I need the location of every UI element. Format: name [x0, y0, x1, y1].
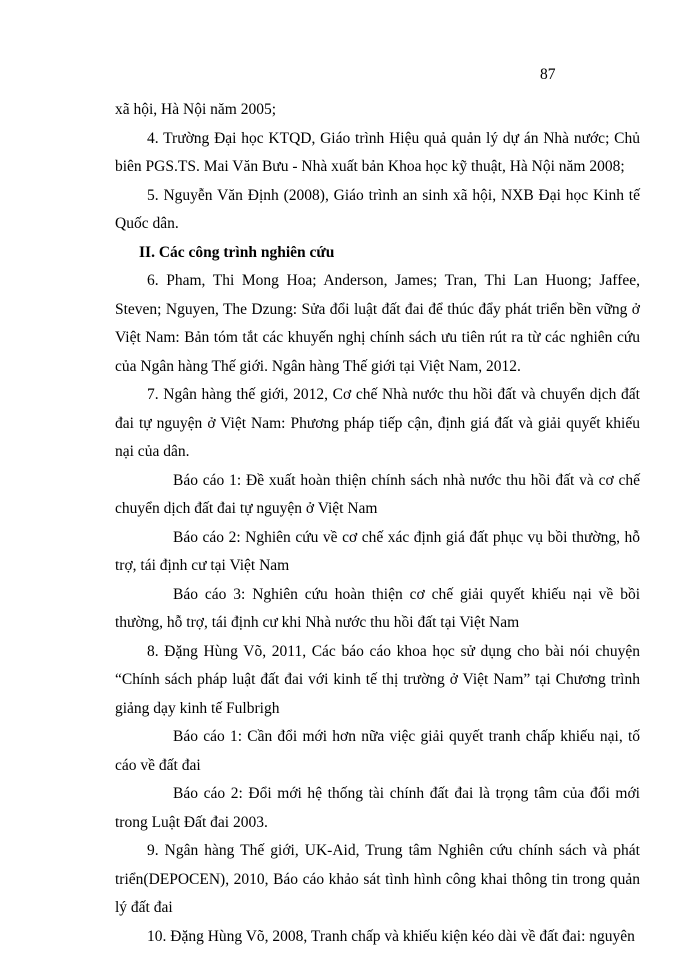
- reference-item-10: 10. Đặng Hùng Võ, 2008, Tranh chấp và khiếu kiện kéo dài về đất đai: nguyên: [147, 927, 635, 945]
- reference-item-6: 6. Pham, Thi Mong Hoa; Anderson, James; Tran, Thi Lan Huong; Jaffee, Steven; Nguyen, The Dzung: Sửa đổi luật đất đai để thúc đẩy phát triển bền vững ở Việt Nam: Bản tóm tắt các khuyến nghị chính sách ưu tiên rút ra từ các nghiên cứu của Ngân hàng Thế giới. Ngân hàng Thế giới tại Việt Nam, 2012.: [115, 272, 640, 375]
- reference-item-5: 5. Nguyễn Văn Định (2008), Giáo trình an sinh xã hội, NXB Đại học Kinh tế Quốc dân.: [115, 186, 640, 232]
- reference-item-8: 8. Đặng Hùng Võ, 2011, Các báo cáo khoa học sử dụng cho bài nói chuyện “Chính sách pháp luật đất đai với kinh tế thị trường ở Việt Nam” tại Chương trình giảng dạy kinh tế Fulbrigh: [115, 642, 640, 717]
- report-item: Báo cáo 1: Cần đổi mới hơn nữa việc giải quyết tranh chấp khiếu nại, tố cáo về đất đai: [115, 728, 640, 774]
- reference-item-9: 9. Ngân hàng Thế giới, UK-Aid, Trung tâm Nghiên cứu chính sách và phát triển(DEPOCEN), 2010, Báo cáo khảo sát tình hình công khai thông tin trong quản lý đất đai: [115, 842, 640, 916]
- page-number: 87: [540, 66, 556, 83]
- reference-continuation: xã hội, Hà Nội năm 2005;: [115, 101, 277, 118]
- report-item: Báo cáo 1: Đề xuất hoàn thiện chính sách nhà nước thu hồi đất và cơ chế chuyển dịch đất đai tự nguyện ở Việt Nam: [115, 471, 640, 517]
- section-heading: II. Các công trình nghiên cứu: [139, 243, 335, 261]
- report-item: Báo cáo 3: Nghiên cứu hoàn thiện cơ chế giải quyết khiếu nại về bồi thường, hỗ trợ, tái định cư khi Nhà nước thu hồi đất tại Việt Nam: [115, 585, 640, 631]
- report-item: Báo cáo 2: Nghiên cứu về cơ chế xác định giá đất phục vụ bồi thường, hỗ trợ, tái định cư tại Việt Nam: [115, 528, 640, 574]
- reference-item-4: 4. Trường Đại học KTQD, Giáo trình Hiệu quả quản lý dự án Nhà nước; Chủ biên PGS.TS. Mai Văn Bưu - Nhà xuất bản Khoa học kỹ thuật, Hà Nội năm 2008;: [115, 129, 640, 175]
- reference-item-7: 7. Ngân hàng thế giới, 2012, Cơ chế Nhà nước thu hồi đất và chuyển dịch đất đai tự nguyện ở Việt Nam: Phương pháp tiếp cận, định giá đất và giải quyết khiếu nại của dân.: [115, 386, 640, 460]
- report-item: Báo cáo 2: Đổi mới hệ thống tài chính đất đai là trọng tâm của đổi mới trong Luật Đất đai 2003.: [115, 785, 640, 831]
- reference-list: [115, 96, 640, 951]
